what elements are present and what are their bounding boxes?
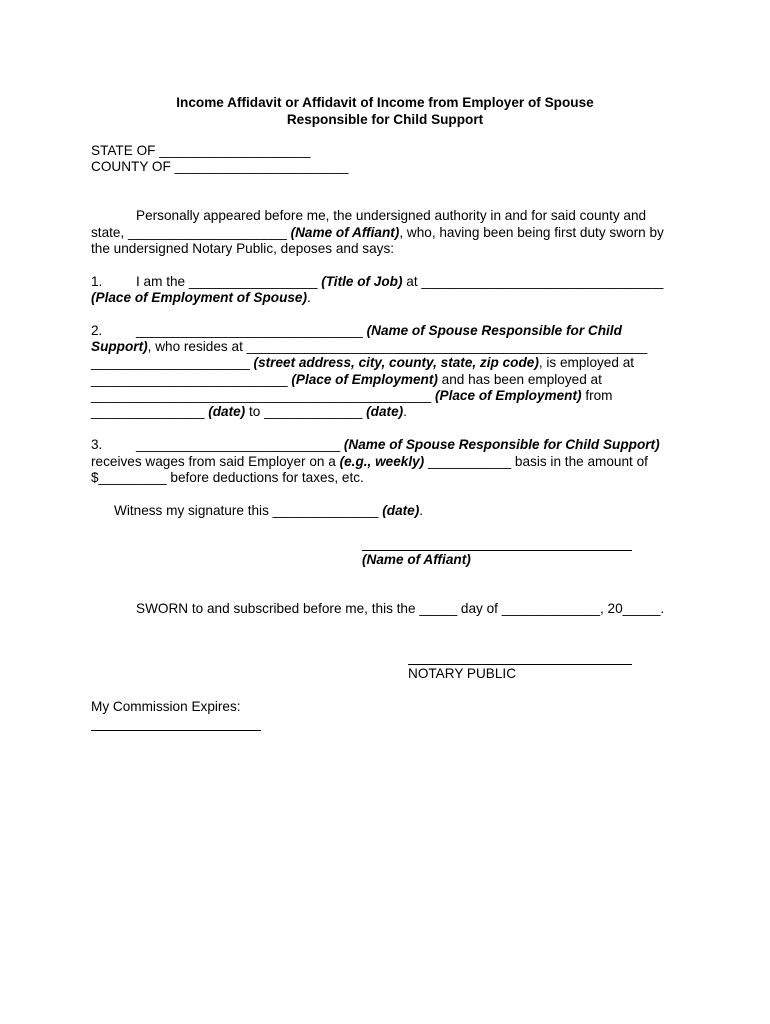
item-2-spouse-blank: ______________________________ bbox=[136, 323, 367, 338]
item-2-line-3 bbox=[91, 355, 634, 371]
item-1-number: 1. bbox=[91, 274, 103, 289]
item-2-employer-label: (Place of Employment) bbox=[291, 372, 438, 387]
item-2-employed-text: , is employed at bbox=[538, 355, 635, 370]
item-2-from-text: from bbox=[581, 388, 613, 403]
item-2-spouse-label-end: Support) bbox=[91, 339, 148, 354]
item-2-line-1 bbox=[136, 323, 622, 339]
item-2-line-6 bbox=[91, 404, 407, 420]
item-3-line-2 bbox=[91, 454, 648, 470]
item-3-spouse-blank: ___________________________ bbox=[136, 437, 344, 452]
document-title-line-2: Responsible for Child Support bbox=[286, 112, 484, 127]
item-2-employer-2-label: (Place of Employment) bbox=[435, 388, 582, 403]
intro-line-1: Personally appeared before me, the undersigned authority in and for said county and bbox=[136, 208, 647, 223]
item-2-resides-blank: , who resides at _____________________________________________________ bbox=[147, 339, 648, 354]
witness-line bbox=[114, 503, 423, 519]
item-1-title-label: (Title of Job) bbox=[321, 274, 403, 289]
item-3-wages-text: receives wages from said Employer on a bbox=[91, 454, 340, 469]
item-2-to-date-blank: to _____________ bbox=[245, 404, 367, 419]
item-2-period: . bbox=[403, 404, 407, 419]
intro-line-3: the undersigned Notary Public, deposes and says: bbox=[91, 241, 395, 256]
document-title-line-1: Income Affidavit or Affidavit of Income from Employer of Spouse bbox=[176, 95, 594, 110]
item-2-from-date-label: (date) bbox=[208, 404, 246, 419]
affiant-name-label: (Name of Affiant) bbox=[362, 552, 471, 567]
notary-signature-line bbox=[408, 664, 632, 665]
item-2-to-date-label: (date) bbox=[366, 404, 404, 419]
item-1-period: . bbox=[307, 290, 311, 305]
item-1-line-1 bbox=[136, 274, 663, 290]
item-1-line-2 bbox=[91, 290, 311, 306]
item-2-number: 2. bbox=[91, 323, 103, 338]
item-1-place-blank: at ________________________________ bbox=[402, 274, 664, 289]
intro-line-2-text: , who, having been being first duty sworn by bbox=[399, 225, 664, 240]
witness-date-label: (date) bbox=[382, 503, 420, 518]
intro-affiant-blank: state, _____________________ bbox=[91, 225, 291, 240]
item-3-basis-blank: ___________ basis in the amount of bbox=[424, 454, 648, 469]
commission-expires-line bbox=[91, 730, 261, 731]
witness-date-blank: Witness my signature this ______________ bbox=[114, 503, 383, 518]
item-3-frequency-label: (e.g., weekly) bbox=[339, 454, 425, 469]
intro-line-2 bbox=[91, 225, 664, 241]
item-2-line-2 bbox=[91, 339, 647, 355]
item-2-employer-2-blank: _____________________________________________ bbox=[91, 388, 435, 403]
item-1-title-blank: I am the _________________ bbox=[136, 274, 322, 289]
witness-period: . bbox=[419, 503, 424, 518]
county-of-line: COUNTY OF _______________________ bbox=[91, 159, 349, 174]
affiant-signature-line bbox=[362, 550, 632, 551]
item-2-spouse-label: (Name of Spouse Responsible for Child bbox=[366, 323, 622, 338]
commission-expires-label: My Commission Expires: bbox=[91, 699, 241, 714]
item-2-address-blank: _____________________ bbox=[91, 355, 254, 370]
item-2-employer-blank: __________________________ bbox=[91, 372, 292, 387]
item-1-place-label: (Place of Employment of Spouse) bbox=[91, 290, 308, 305]
item-3-line-1 bbox=[136, 437, 660, 453]
item-3-spouse-label: (Name of Spouse Responsible for Child Support) bbox=[343, 437, 660, 452]
item-2-address-label: (street address, city, county, state, zip code) bbox=[253, 355, 539, 370]
item-2-employed-since-text: and has been employed at bbox=[437, 372, 602, 387]
sworn-line: SWORN to and subscribed before me, this the _____ day of _____________, 20_____. bbox=[136, 601, 665, 616]
notary-public-label: NOTARY PUBLIC bbox=[408, 666, 517, 681]
item-2-line-5 bbox=[91, 388, 613, 404]
item-2-from-date-blank: _______________ bbox=[91, 404, 209, 419]
item-3-number: 3. bbox=[91, 437, 103, 452]
item-2-line-4 bbox=[91, 372, 602, 388]
state-of-line: STATE OF ____________________ bbox=[91, 143, 311, 158]
item-3-line-3: $_________ before deductions for taxes, etc. bbox=[91, 470, 364, 485]
intro-affiant-label: (Name of Affiant) bbox=[290, 225, 400, 240]
